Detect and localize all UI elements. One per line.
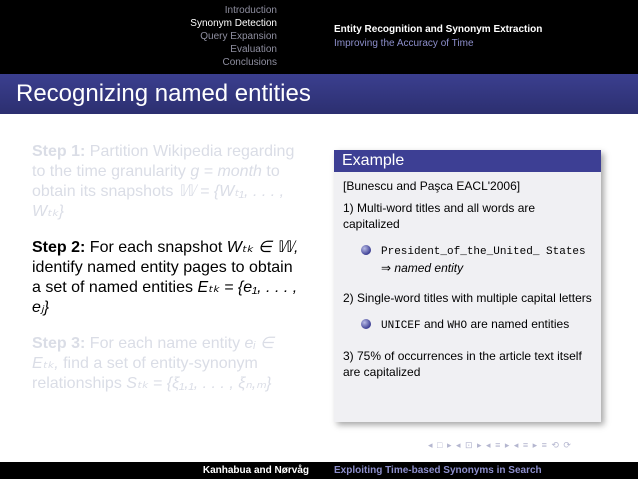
section-title[interactable]: Entity Recognition and Synonym Extraction <box>334 24 543 35</box>
example-block <box>334 150 601 422</box>
nav-item-conclusions[interactable]: Conclusions <box>222 57 277 68</box>
step-1-text2: to obtain its snapshots <box>32 163 280 200</box>
example-item-2-code-1: UNICEF <box>381 320 421 332</box>
nav-item-evaluation[interactable]: Evaluation <box>230 44 277 55</box>
step-2-text: For each snapshot <box>89 239 223 256</box>
example-item-1-code: President_of_the_United_ States <box>381 246 586 258</box>
step-3-label: Step 3: <box>32 335 86 352</box>
frame-title-bar <box>0 74 638 114</box>
step-3-math: eᵢ ∈ Eₜₖ, <box>32 335 274 372</box>
example-reference: [Bunescu and Paşca EACL'2006] <box>343 179 521 193</box>
nav-item-introduction[interactable]: Introduction <box>224 5 277 16</box>
footer-bar <box>0 462 638 479</box>
step-1-text: Partition Wikipedia regarding to the time granularity <box>32 143 295 180</box>
header-bar <box>0 0 638 74</box>
nav-item-synonym-detection[interactable]: Synonym Detection <box>190 18 277 29</box>
step-1-label: Step 1: <box>32 143 86 160</box>
step-2 <box>32 238 300 318</box>
example-rule-1: 1) Multi-word titles and all words are capitalized <box>343 201 536 231</box>
step-3-math2: Sₜₖ = {ξ₁,₁, . . . , ξₙ,ₘ} <box>126 375 272 392</box>
example-rule-3: 3) 75% of occurrences in the article text itself are capitalized <box>343 349 582 379</box>
step-2-text2: identify named entity pages to obtain a set of named entities <box>32 259 293 296</box>
bullet-icon <box>361 245 371 255</box>
example-item-1-result: named entity <box>394 261 464 275</box>
beamer-navigation-symbols[interactable]: ◂ □ ▸ ◂ ⊡ ▸ ◂ ≡ ▸ ◂ ≡ ▸ ≡ ⟲ ⟳ <box>428 440 572 450</box>
footer-title: Exploiting Time-based Synonyms in Search <box>319 462 638 479</box>
example-title: Example <box>334 150 601 172</box>
step-1 <box>32 142 300 222</box>
implies-arrow-icon: ⇒ <box>381 261 392 275</box>
nav-item-query-expansion[interactable]: Query Expansion <box>200 31 277 42</box>
section-navigation <box>0 0 319 74</box>
frame-title: Recognizing named entities <box>16 80 311 107</box>
example-item-1 <box>343 242 595 276</box>
subsection-title[interactable]: Improving the Accuracy of Time <box>334 38 474 49</box>
steps-column <box>32 142 300 410</box>
example-body <box>334 172 601 380</box>
step-3-text2: find a set of entity-synonym relationships <box>32 355 258 392</box>
step-1-math: g = month <box>190 163 262 180</box>
step-1-math2: 𝕎 = {Wₜ₁, . . . , Wₜₖ} <box>32 183 285 220</box>
step-2-math2: Eₜₖ = {e₁, . . . , eⱼ} <box>32 279 298 316</box>
subsection-header <box>319 0 638 74</box>
example-item-2 <box>343 316 595 334</box>
bullet-icon <box>361 319 371 329</box>
step-3-text: For each name entity <box>89 335 241 352</box>
example-item-2-rest: are named entities <box>470 317 570 331</box>
example-rule-2: 2) Single-word titles with multiple capital letters <box>343 291 592 305</box>
step-2-math: Wₜₖ ∈ 𝕎, <box>226 239 299 256</box>
nav-list <box>190 4 277 69</box>
footer-authors: Kanhabua and Nørvåg <box>0 462 319 479</box>
step-3 <box>32 334 300 394</box>
example-item-2-and: and <box>423 317 444 331</box>
step-2-label: Step 2: <box>32 239 86 256</box>
example-item-2-code-2: WHO <box>447 320 468 332</box>
